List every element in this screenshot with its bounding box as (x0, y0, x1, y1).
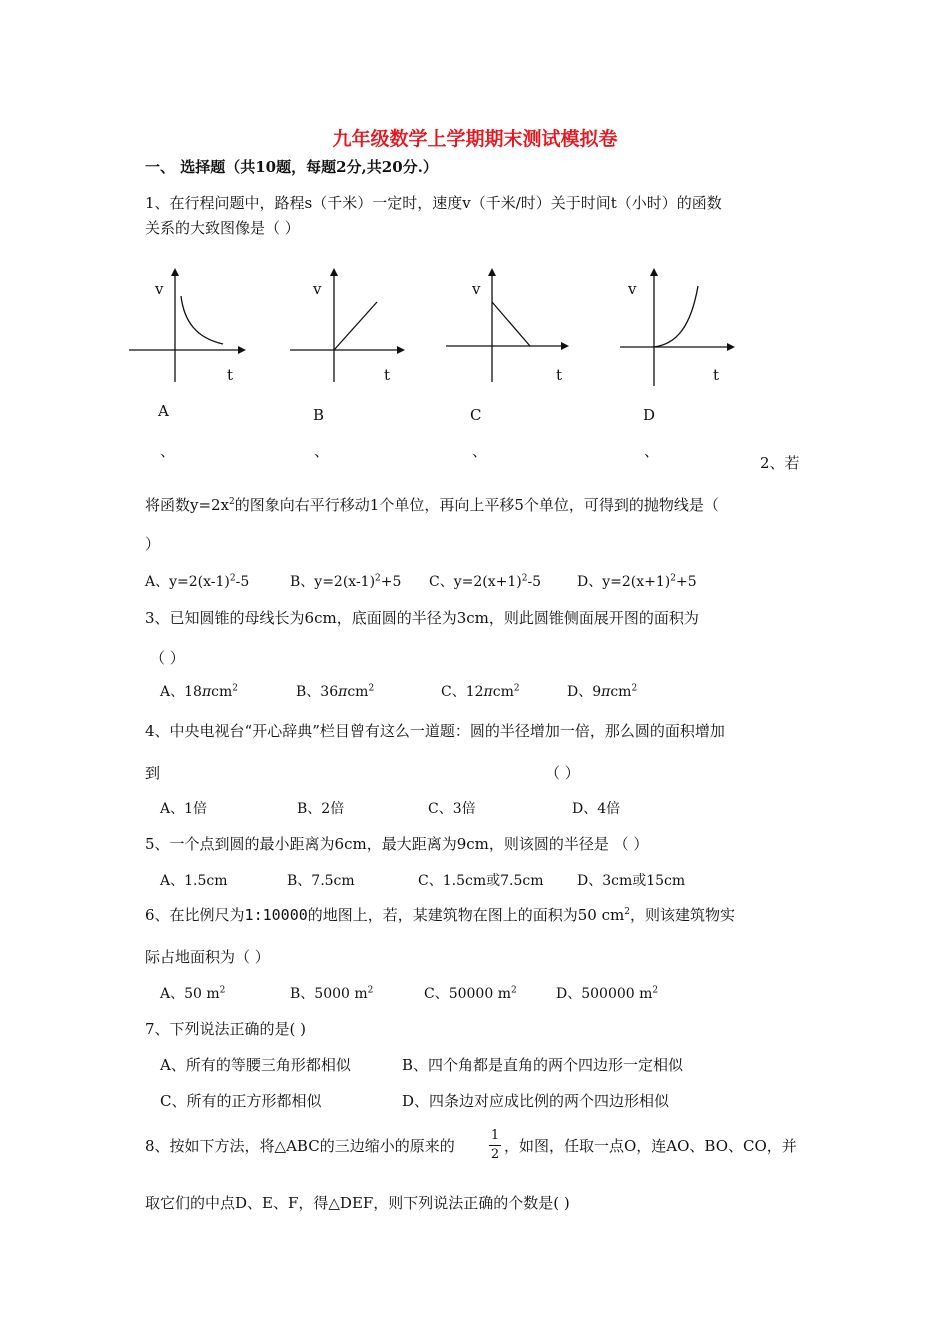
graph-a-t-label: t (227, 366, 234, 384)
graph-a-comma: 、 (160, 442, 176, 460)
graph-b-letter: B (313, 406, 325, 424)
q7-option-b: B、四个角都是直角的两个四边形一定相似 (402, 1056, 684, 1074)
fraction-numerator: 1 (490, 1128, 500, 1143)
q2-option-c: C、$y=2(x+1)^2-5$ (429, 573, 542, 590)
q7-option-d: D、四条边对应成比例的两个四边形相似 (402, 1092, 670, 1110)
q3-line1: 3、已知圆锥的母线长为6cm，底面圆的半径为3cm，则此圆锥侧面展开图的面积为 (145, 609, 699, 627)
graph-d-letter: D (643, 406, 656, 424)
q6-line1: 6、在比例尺为1:10000的地图上，若，某建筑物在图上的面积为50 $cm^2$，则该建筑物实 (145, 906, 735, 924)
q4-option-b: B、2倍 (297, 801, 345, 817)
q5-option-a: A、1.5cm (160, 873, 228, 889)
q6-option-b: B、5000 $m^2$ (290, 985, 374, 1002)
graph-c-t-label: t (556, 366, 563, 384)
q3-option-b: B、36πcm$^2$ (296, 683, 375, 700)
q6-option-c: C、50000 $m^2$ (424, 985, 517, 1002)
q4-option-a: A、1倍 (160, 801, 208, 817)
q2-option-d: D、$y=2(x+1)^2+5$ (577, 573, 697, 590)
graph-c-v-label: v (472, 280, 481, 298)
graph-b-comma: 、 (314, 442, 330, 460)
q3-option-d: D、9πcm$^2$ (567, 683, 638, 700)
q1-line2: 关系的大致图像是（ ） (145, 219, 300, 237)
graph-d-comma: 、 (644, 442, 660, 460)
exam-title: 九年级数学上学期期末测试模拟卷 (332, 128, 618, 150)
q7-option-a: A、所有的等腰三角形都相似 (160, 1056, 351, 1074)
q2-start: 2、若 (760, 454, 800, 472)
q2-option-b: B、$y=2(x-1)^2+5$ (290, 573, 402, 590)
graph-c (443, 266, 573, 386)
q5-option-b: B、7.5cm (287, 873, 355, 889)
q5-option-c: C、1.5cm或7.5cm (418, 873, 544, 889)
graph-c-letter: C (470, 406, 482, 424)
falling-line (492, 302, 530, 346)
q5-option-d: D、3cm或15cm (577, 873, 686, 889)
q6-option-a: A、50 $m^2$ (160, 985, 226, 1002)
graph-b-v-label: v (313, 280, 322, 298)
rising-line (334, 302, 377, 350)
q8-line1-pre: 8、按如下方法，将△ABC的三边缩小的原来的 (145, 1137, 455, 1155)
growth-curve (654, 286, 698, 347)
q8-line1-post: ，如图，任取一点O，连AO、BO、CO，并 (504, 1137, 797, 1155)
hyperbola-curve (181, 296, 223, 344)
q4-line1: 4、中央电视台“开心辞典”栏目曾有这么一道题：圆的半径增加一倍，那么圆的面积增加 (145, 722, 725, 740)
q5-line1: 5、一个点到圆的最小距离为6cm，最大距离为9cm，则该圆的半径是 （ ） (145, 835, 649, 853)
q7-line1: 7、下列说法正确的是( ) (145, 1020, 307, 1038)
q4-option-d: D、4倍 (572, 801, 621, 817)
q3-option-c: C、12πcm$^2$ (441, 683, 520, 700)
graph-b (287, 266, 411, 386)
scale-ratio: 1:10000 (244, 906, 308, 924)
graph-c-comma: 、 (472, 442, 488, 460)
q6-option-d: D、500000 $m^2$ (556, 985, 659, 1002)
q6-line2: 际占地面积为（ ） (145, 948, 270, 966)
q3-line2: （ ） (150, 649, 185, 667)
one-half-fraction (488, 1128, 502, 1163)
q1-line1: 1、在行程问题中，路程s（千米）一定时，速度v（千米/时）关于时间t（小时）的函数 (145, 194, 722, 212)
section-heading: 一、 选择题（共10题，每题2分,共20分.） (145, 158, 438, 176)
q3-option-a: A、18πcm$^2$ (160, 683, 238, 700)
q4-paren: （ ） (545, 764, 580, 782)
graph-d-v-label: v (628, 280, 637, 298)
q4-option-c: C、3倍 (428, 801, 476, 817)
q8-line2: 取它们的中点D、E、F，得△DEF，则下列说法正确的个数是( ) (145, 1194, 570, 1212)
graph-b-t-label: t (384, 366, 391, 384)
q4-line2: 到 (145, 764, 161, 782)
graph-a-v-label: v (155, 280, 164, 298)
fraction-denominator: 2 (490, 1147, 500, 1162)
graph-d-t-label: t (713, 366, 720, 384)
q2-line1: 将函数$y=2x^2$的图象向右平行移动1个单位，再向上平移5个单位，可得到的抛物线是（ (145, 496, 719, 514)
q7-option-c: C、所有的正方形都相似 (160, 1092, 322, 1110)
graph-a-letter: A (158, 402, 169, 420)
q2-option-a: A、$y=2(x-1)^2-5$ (145, 573, 250, 590)
q2-line2: ） (145, 535, 161, 553)
